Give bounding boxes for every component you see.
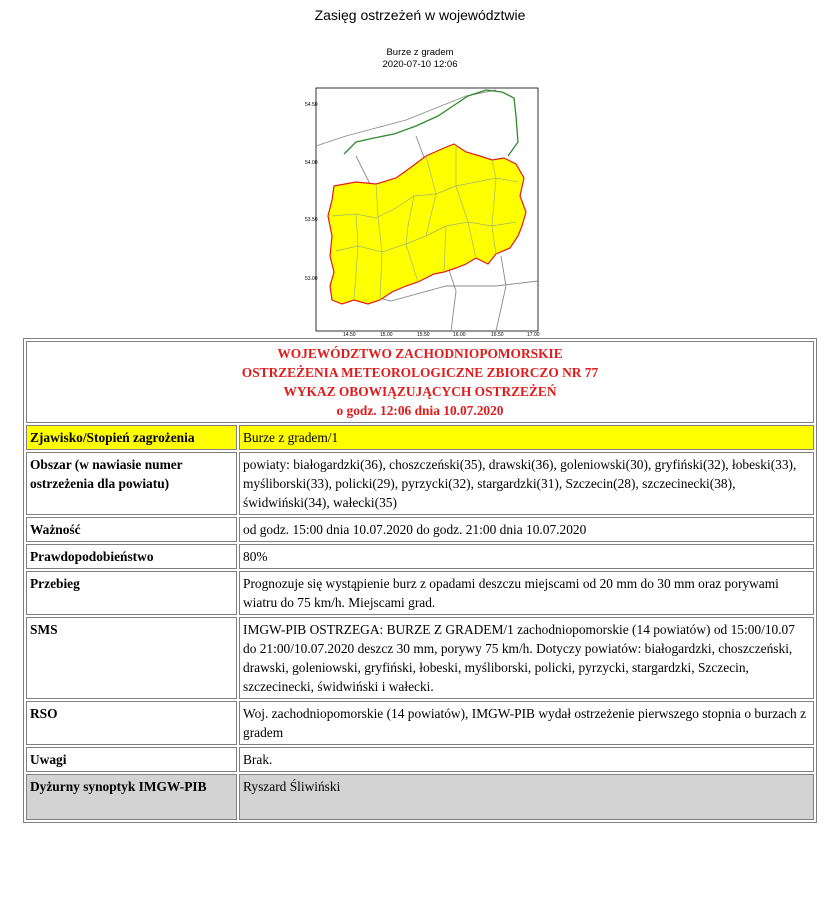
row-forecaster <box>26 774 814 820</box>
page-title: Zasięg ostrzeżeń w województwie <box>314 7 526 23</box>
map-caption-datetime: 2020-07-10 12:06 <box>382 59 458 70</box>
warning-map <box>296 86 546 338</box>
lon-label-6: 17.00 <box>527 332 540 338</box>
sms-label: SMS <box>26 617 237 699</box>
lat-label-4: 53.00 <box>305 276 318 282</box>
row-remarks <box>26 747 814 772</box>
remarks-label: Uwagi <box>26 747 237 772</box>
rso-value: Woj. zachodniopomorskie (14 powiatów), IMGW-PIB wydał ostrzeżenie pierwszego stopnia o burzach z gradem <box>239 701 814 745</box>
table-header <box>26 341 814 423</box>
row-rso <box>26 701 814 745</box>
validity-label: Ważność <box>26 517 237 542</box>
table-header-row <box>26 341 814 423</box>
forecaster-value: Ryszard Śliwiński <box>239 774 814 820</box>
forecaster-label: Dyżurny synoptyk IMGW-PIB <box>26 774 237 820</box>
lat-label-3: 53.50 <box>305 217 318 223</box>
lat-label-1: 54.50 <box>305 102 318 108</box>
row-sms <box>26 617 814 699</box>
row-probability <box>26 544 814 569</box>
header-voivodeship: WOJEWÓDZTWO ZACHODNIOPOMORSKIE <box>277 346 563 361</box>
course-label: Przebieg <box>26 571 237 615</box>
row-validity <box>26 517 814 542</box>
course-value: Prognozuje się wystąpienie burz z opadami deszczu miejscami od 20 mm do 30 mm oraz porywami wiatru do 75 km/h. Miejscami grad. <box>239 571 814 615</box>
lon-label-1: 14.50 <box>343 332 356 338</box>
phenomenon-value: Burze z gradem/1 <box>239 425 814 450</box>
row-phenomenon <box>26 425 814 450</box>
header-issue-time: o godz. 12:06 dnia 10.07.2020 <box>336 403 504 418</box>
header-bulletin-number: OSTRZEŻENIA METEOROLOGICZNE ZBIORCZO NR 77 <box>241 365 599 380</box>
remarks-value: Brak. <box>239 747 814 772</box>
phenomenon-label: Zjawisko/Stopień zagrożenia <box>26 425 237 450</box>
area-label: Obszar (w nawiasie numer ostrzeżenia dla powiatu) <box>26 452 237 515</box>
validity-value: od godz. 15:00 dnia 10.07.2020 do godz. 21:00 dnia 10.07.2020 <box>239 517 814 542</box>
lat-label-2: 54.00 <box>305 160 318 166</box>
map-caption <box>0 47 840 71</box>
lon-label-5: 16.50 <box>491 332 504 338</box>
lon-label-4: 16.00 <box>453 332 466 338</box>
area-value: powiaty: białogardzki(36), choszczeński(35), drawski(36), goleniowski(30), gryfiński(32), łobeski(33), myśliborski(33), policki(29), pyrzycki(32), stargardzki(31), Szczecin(28), szczecinecki(38), świdwiński(34), wałecki(35) <box>239 452 814 515</box>
row-course <box>26 571 814 615</box>
probability-value: 80% <box>239 544 814 569</box>
sms-value: IMGW-PIB OSTRZEGA: BURZE Z GRADEM/1 zachodniopomorskie (14 powiatów) od 15:00/10.07 do 21:00/10.07.2020 deszcz 30 mm, porywy 75 km/h. Dotyczy powiatów: białogardzki, choszczeński, drawski, goleniowski, gryfiński, łobeski, myśliborski, policki, pyrzycki, stargardzki, Szczecin, szczecinecki, świdwiński i wałecki. <box>239 617 814 699</box>
lon-label-3: 15.50 <box>417 332 430 338</box>
probability-label: Prawdopodobieństwo <box>26 544 237 569</box>
header-list-title: WYKAZ OBOWIĄZUJĄCYCH OSTRZEŻEŃ <box>283 384 557 399</box>
row-area <box>26 452 814 515</box>
rso-label: RSO <box>26 701 237 745</box>
map-caption-phenomenon: Burze z gradem <box>386 47 454 58</box>
lon-label-2: 15.00 <box>380 332 393 338</box>
warnings-table <box>23 338 817 823</box>
warning-map-svg <box>296 86 546 338</box>
